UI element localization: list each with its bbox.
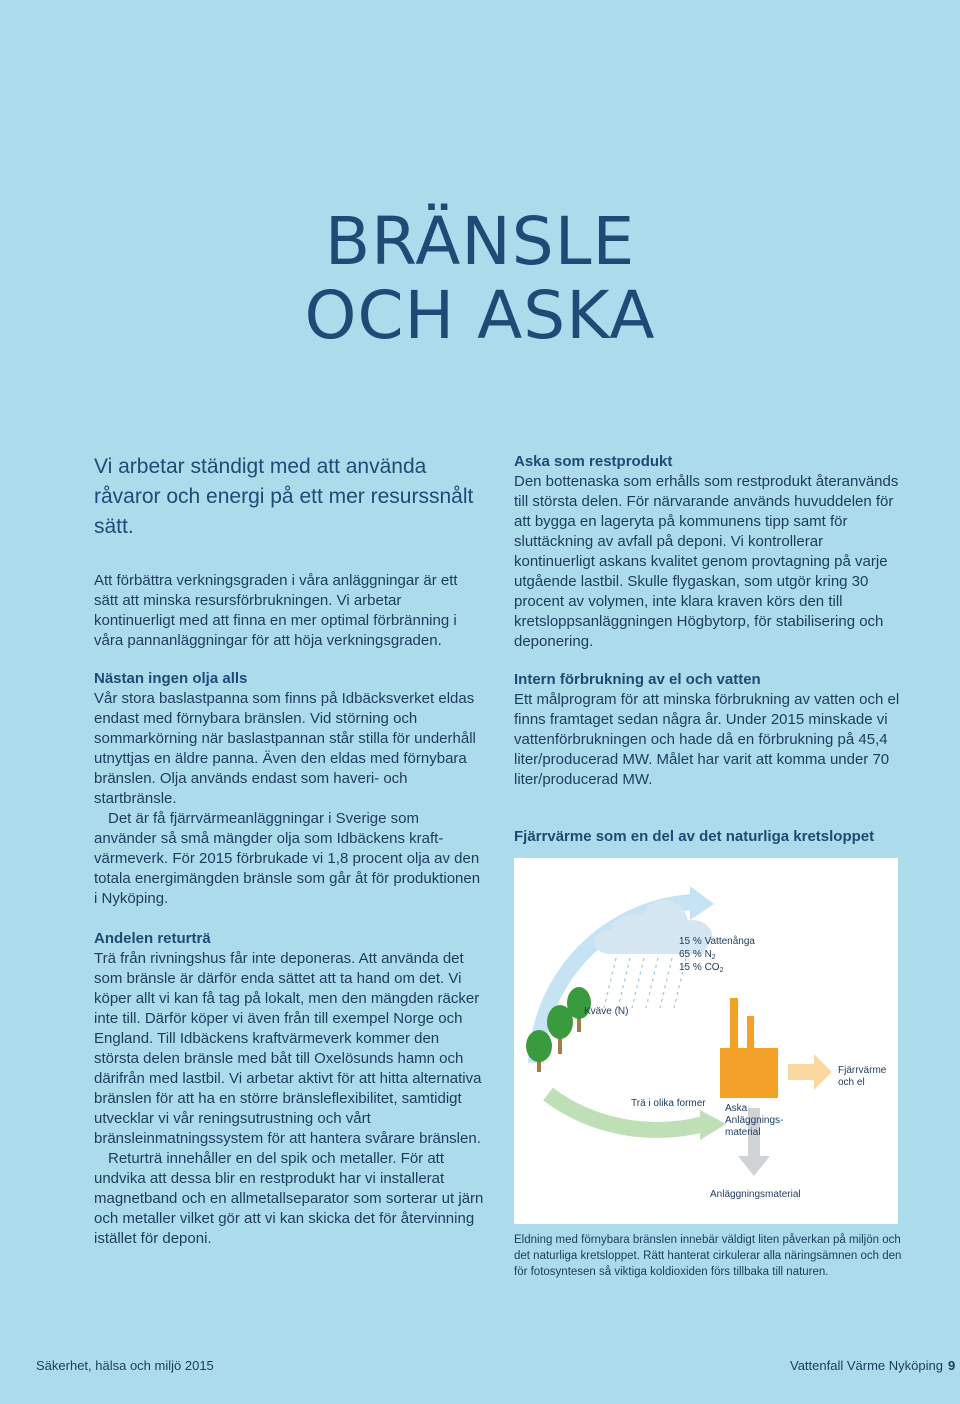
lead-text: Vi arbetar ständigt med att använda råvaror och energi på ett mer resurssnålt sätt. (94, 455, 474, 538)
label-ash-1: Aska (725, 1103, 748, 1114)
heat-arrow-icon (788, 1054, 832, 1090)
diagram-title: Fjärrvärme som en del av det naturliga kretsloppet (514, 828, 875, 845)
label-nitrogen: Kväve (N) (584, 1006, 629, 1017)
section-heading-aska: Aska som restprodukt (514, 453, 673, 470)
label-ash-2: Anläggnings- (725, 1115, 784, 1126)
cycle-diagram-svg (514, 858, 898, 1224)
diagram-caption: Eldning med förnybara bränslen innebär väldigt liten påverkan på miljön och det naturliga kretsloppet. Rätt hanterat cirkulerar alla näringsämnen och den för fotosyntesen så viktiga koldioxiden förs tillbaka till naturen. (514, 1234, 902, 1278)
olja-paragraph-1: Vår stora baslastpanna som finns på Idbäcksverket eldas endast med förnybara bränslen. Vid störning och sommarkörning när baslastpannan står stilla för underhåll utnyttjas en äldre panna. Även den eldas med förnybara bränslen. Olja används endast som haveri- och startbränsle. (94, 690, 476, 807)
page-title-line1: BRÄNSLE (324, 203, 636, 280)
label-wood: Trä i olika former (631, 1098, 706, 1109)
cycle-arrow-head (690, 886, 714, 920)
left-column-bottom (94, 929, 484, 1249)
footer-left: Säkerhet, hälsa och miljö 2015 (36, 1358, 214, 1373)
returtra-paragraph-2: Returträ innehåller en del spik och metaller. För att undvika att dessa blir en restprodukt har vi installerat magnetband och en allmetallseparator som sorterar ut järn och metaller vilket gör att vi kan skicka det för återvinning istället för deponi. (94, 1150, 484, 1247)
rain-icon (604, 958, 686, 1008)
left-column-top (94, 571, 484, 909)
right-column (514, 452, 904, 790)
footer-right: Vattenfall Värme Nyköping (790, 1358, 943, 1373)
emissions-co2: 15 % $CO_2$ (679, 962, 724, 974)
factory-icon (720, 998, 778, 1098)
intern-paragraph: Ett målprogram för att minska förbrukning av vatten och el finns framtaget sedan några år. Under 2015 minskade vi vattenförbrukningen och hade då en förbrukning på 45,4 liter/producerad MW. Målet har varit att komma under 70 liter/producerad MW. (514, 691, 900, 788)
returtra-paragraph-1: Trä från rivningshus får inte deponeras. Att använda det som bränsle är därför enda sättet att ta hand om det. Vi köper allt vi kan få tag på lokalt, men den mängden räcker inte till. Därför köper vi även från till exempel Norge och England. Till Idbäckens kraftvärmeverk kommer den största delen bränsle med båt till Oxelösunds hamn och därifrån med lastbil. Vi arbetar aktivt för att hitta alternativa bränslen för att ha en större bränsleflexibilitet, samtidigt utvecklar vi vår reningsutrustning och vårt bränsleinmatningssystem för att hantera svårare bränslen. (94, 950, 482, 1147)
label-ash-3: material (725, 1127, 761, 1138)
label-heat-2: och el (838, 1077, 865, 1088)
page-title-line2: OCH ASKA (304, 277, 656, 354)
intro-paragraph: Att förbättra verkningsgraden i våra anläggningar är ett sätt att minska resursförbrukningen. Vi arbetar kontinuerligt med att finna en mer optimal förbränning i våra pannanläggningar för att höja verkningsgraden. (94, 572, 458, 649)
emissions-water: 15 % Vattenånga (679, 936, 755, 947)
page-number: 9 (948, 1358, 956, 1373)
section-heading-returtra: Andelen returträ (94, 930, 211, 947)
label-heat-1: Fjärrvärme (838, 1065, 887, 1076)
emissions-nitrogen: 65 % $N_2$ (679, 949, 716, 961)
cycle-arrow-lower-head (700, 1110, 726, 1140)
aska-paragraph: Den bottenaska som erhålls som restprodukt återanvänds till största delen. För närvarande används huvuddelen för att bygga en lageryta på kommunens tipp samt för sluttäckning av avfall på deponi. Vi kontrollerar kontinuerligt askans kvalitet genom provtagning på varje utgående lastbil. Skulle flygaskan, som utgör kring 30 procent av volymen, inte klara kraven körs den till kretsloppsanläggningen Högbytorp, för stabilisering och deponering. (514, 473, 899, 650)
label-construction: Anläggningsmaterial (710, 1189, 801, 1200)
section-heading-olja: Nästan ingen olja alls (94, 670, 248, 687)
section-heading-intern: Intern förbrukning av el och vatten (514, 671, 761, 688)
olja-paragraph-2: Det är få fjärrvärmeanläggningar i Sverige som använder så små mängder olja som Idbäckens kraftvärmeverk. För 2015 förbrukade vi 1,8 procent olja av den totala energimängden bränsle som går åt för produktionen i Nyköping. (94, 810, 481, 907)
cycle-diagram (514, 858, 898, 1224)
